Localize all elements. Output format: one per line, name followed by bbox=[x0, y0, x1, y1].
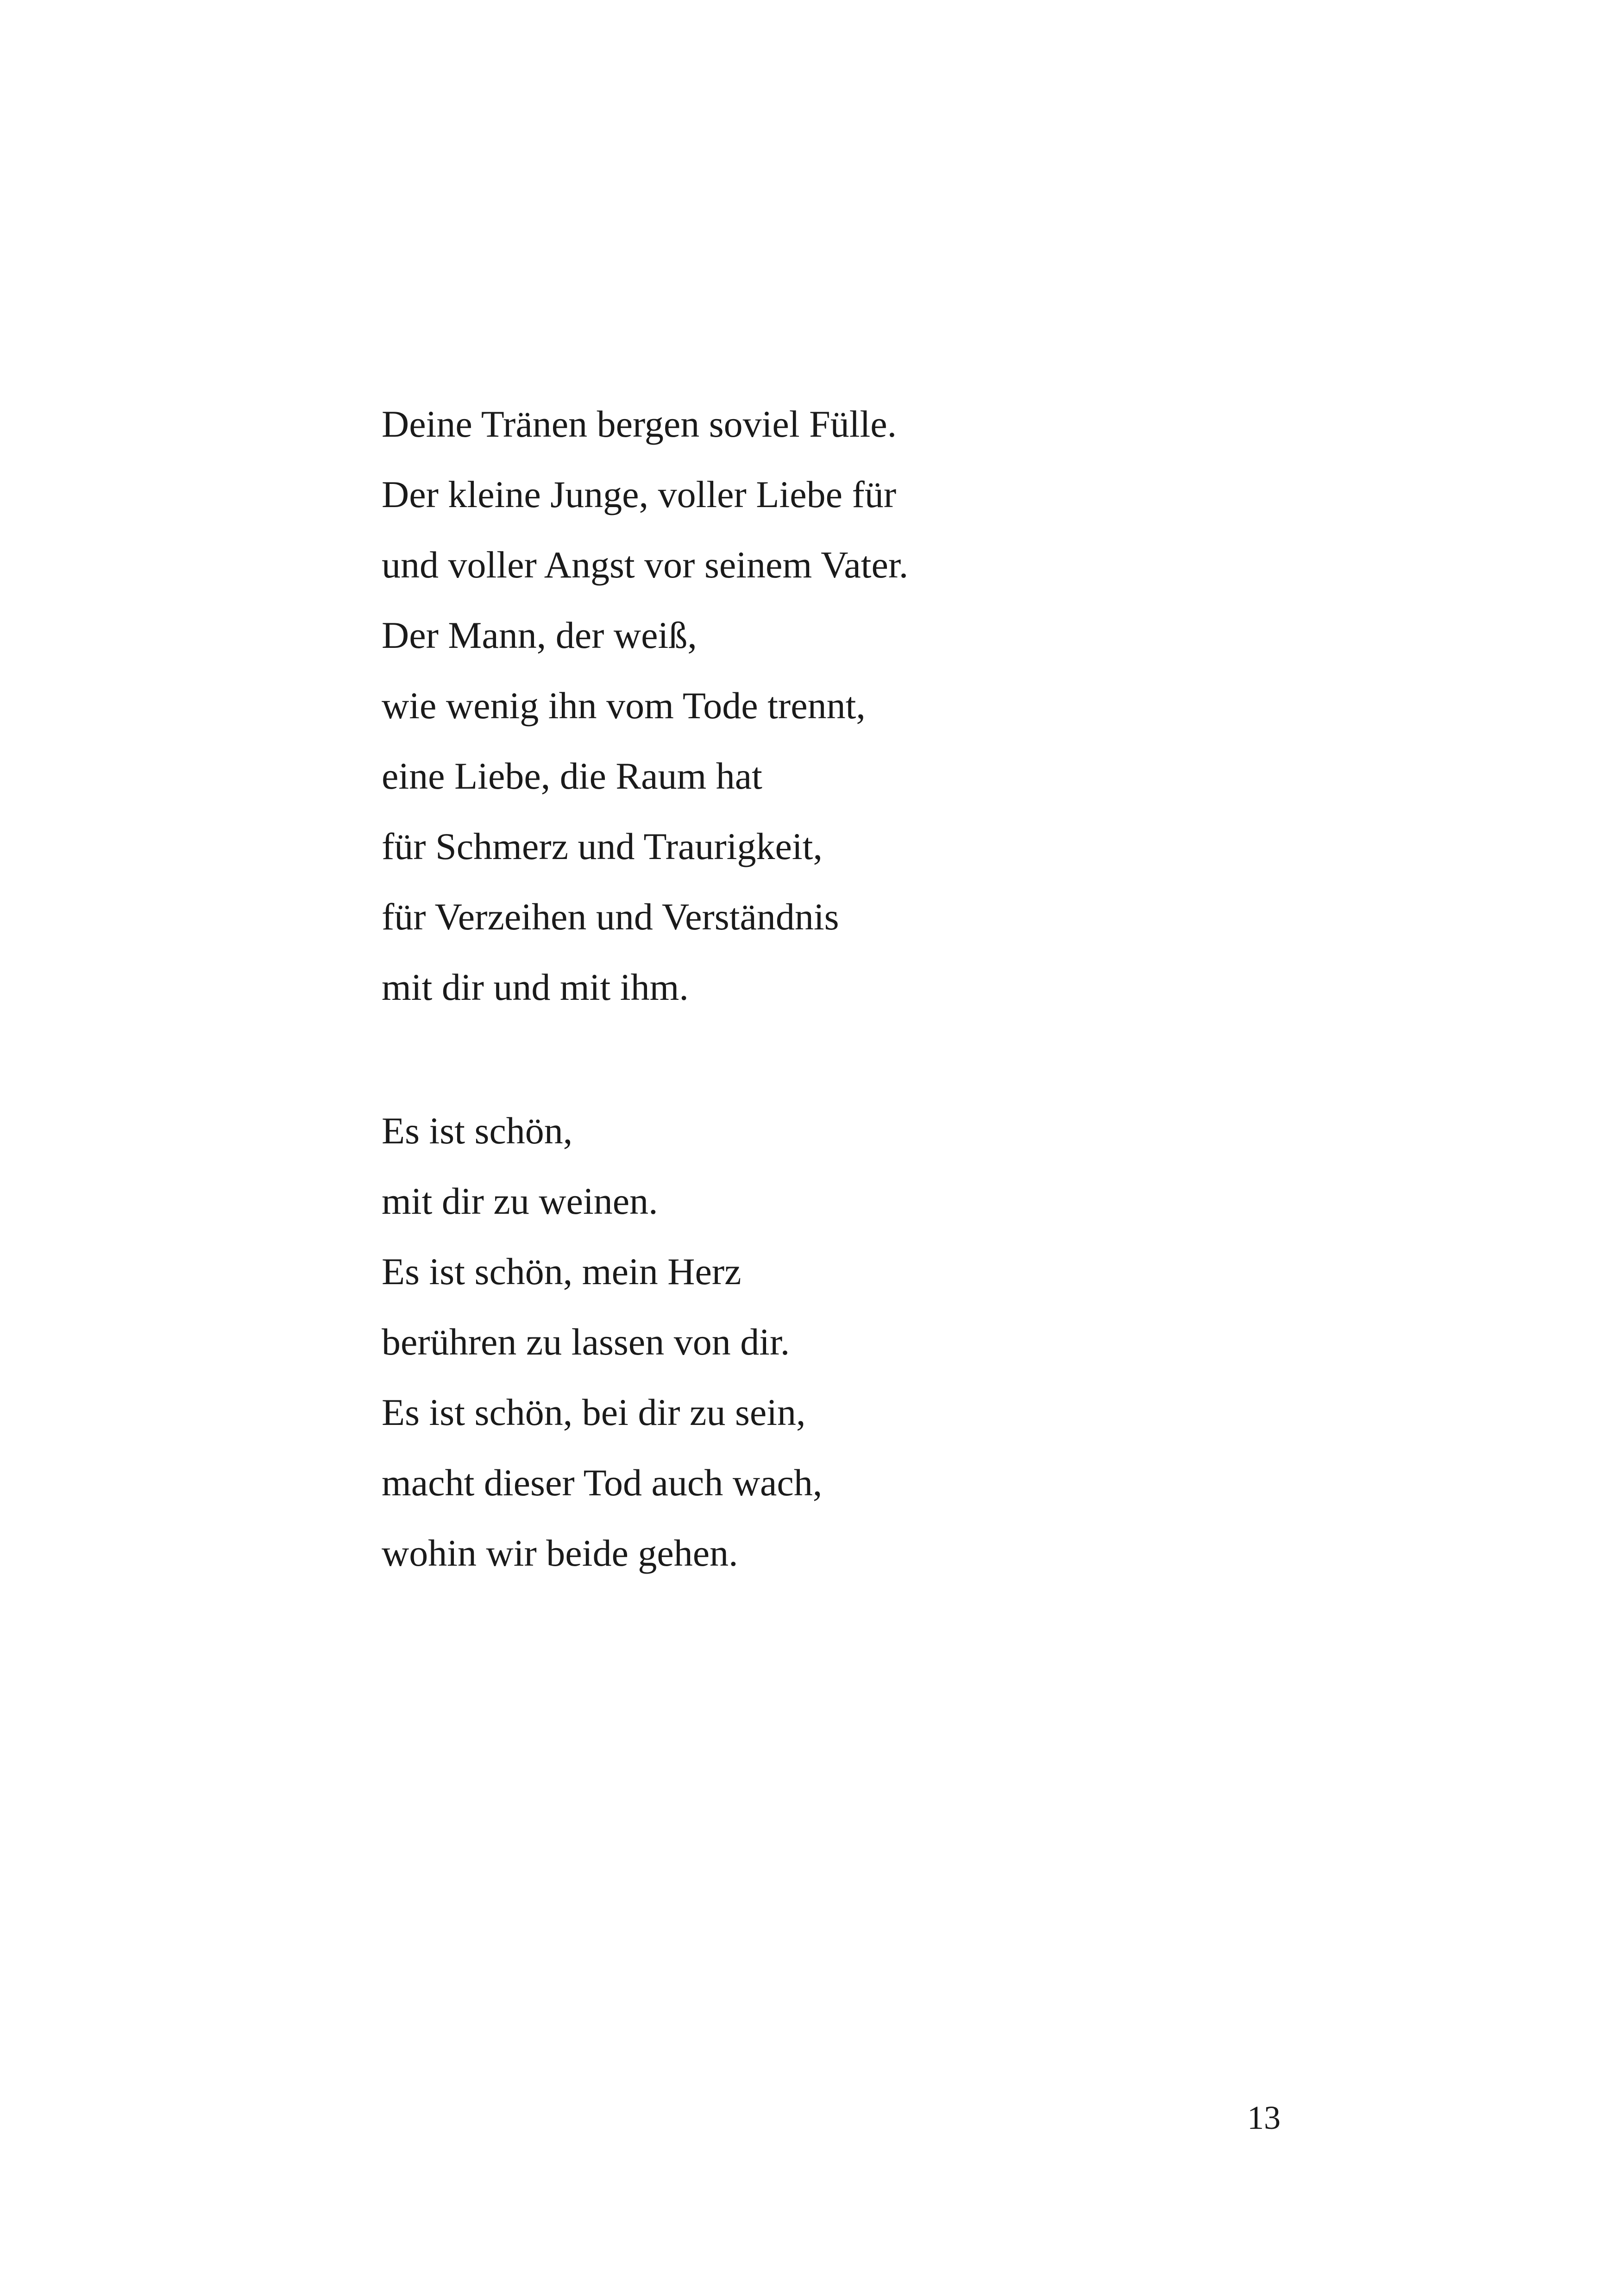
stanza-1 bbox=[382, 389, 1447, 1023]
poem-line: Deine Tränen bergen soviel Fülle. bbox=[382, 403, 897, 445]
poem-line: für Verzeihen und Verständnis bbox=[382, 896, 839, 938]
poem-line: wohin wir beide gehen. bbox=[382, 1532, 738, 1574]
poem-line: eine Liebe, die Raum hat bbox=[382, 755, 762, 797]
poem-line: macht dieser Tod auch wach, bbox=[382, 1462, 823, 1504]
poem-line: Es ist schön, mein Herz bbox=[382, 1250, 741, 1292]
poem-line: für Schmerz und Traurigkeit, bbox=[382, 825, 823, 867]
poem-line: und voller Angst vor seinem Vater. bbox=[382, 544, 909, 586]
poem-line: Es ist schön, bei dir zu sein, bbox=[382, 1391, 806, 1433]
poem-line: mit dir und mit ihm. bbox=[382, 966, 689, 1008]
poem-line: mit dir zu weinen. bbox=[382, 1180, 658, 1222]
page-number: 13 bbox=[1247, 2099, 1281, 2136]
poem-line: berühren zu lassen von dir. bbox=[382, 1321, 790, 1363]
poem-line: wie wenig ihn vom Tode trennt, bbox=[382, 684, 866, 727]
poem-line: Der kleine Junge, voller Liebe für bbox=[382, 473, 897, 515]
poem bbox=[382, 389, 1447, 1588]
poem-line: Der Mann, der weiß, bbox=[382, 614, 697, 656]
poem-line: Es ist schön, bbox=[382, 1110, 573, 1152]
stanza-2 bbox=[382, 1096, 1447, 1588]
